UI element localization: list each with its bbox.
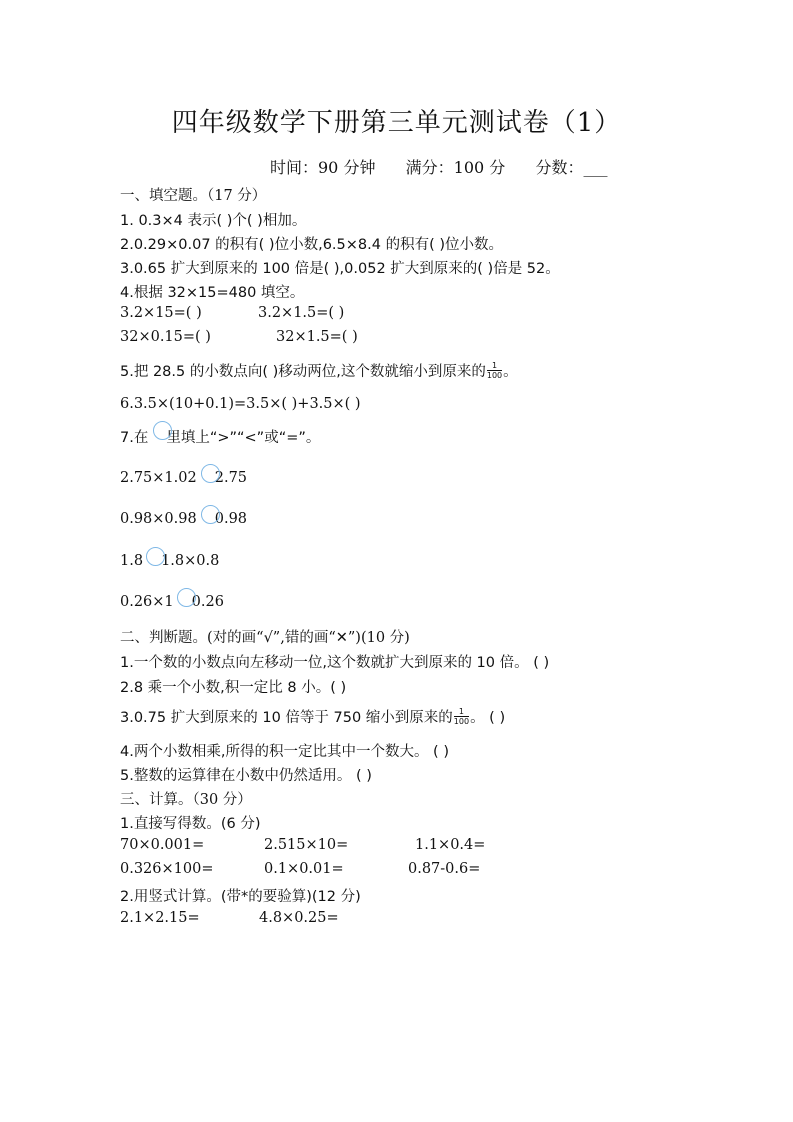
section1-heading: 一、填空题。（17 分） bbox=[120, 188, 267, 204]
compare-1-right: 2.75 bbox=[214, 470, 248, 486]
score-label: 分数： bbox=[535, 158, 584, 177]
calc-1-6: 0.87-0.6= bbox=[408, 861, 481, 877]
fraction-numerator: 1 bbox=[454, 707, 469, 717]
judge-3 bbox=[120, 706, 505, 728]
compare-1 bbox=[120, 470, 247, 486]
fraction-denominator: 100 bbox=[453, 716, 470, 726]
section2-heading: 二、判断题。(对的画“√”,错的画“✕”)(10 分) bbox=[120, 630, 410, 646]
judge-2: 2.8 乘一个小数,积一定比 8 小。( ) bbox=[120, 680, 347, 696]
question-1-4c: 32×0.15=( ) bbox=[120, 329, 211, 345]
question-1-5-end: 。 bbox=[503, 364, 518, 380]
fraction-one-hundredth bbox=[487, 361, 502, 380]
circle-example-icon bbox=[153, 421, 172, 440]
question-1-3: 3.0.65 扩大到原来的 100 倍是( ),0.052 扩大到原来的( )倍是 52。 bbox=[120, 261, 560, 277]
question-1-7 bbox=[120, 426, 320, 447]
question-1-4d: 32×1.5=( ) bbox=[276, 329, 358, 345]
compare-2-left: 0.98×0.98 bbox=[120, 511, 197, 527]
question-1-1: 1. 0.3×4 表示( )个( )相加。 bbox=[120, 213, 307, 229]
compare-1-left: 2.75×1.02 bbox=[120, 470, 197, 486]
question-1-5 bbox=[120, 360, 518, 382]
question-1-4b: 3.2×1.5=( ) bbox=[258, 305, 345, 321]
compare-1-circle[interactable] bbox=[201, 464, 220, 483]
question-1-4: 4.根据 32×15=480 填空。 bbox=[120, 285, 305, 301]
compare-3-left: 1.8 bbox=[120, 553, 144, 569]
fraction-denominator: 100 bbox=[486, 370, 503, 380]
score-blank[interactable]: ___ bbox=[583, 158, 608, 177]
question-1-4a: 3.2×15=( ) bbox=[120, 305, 202, 321]
calc-2-2: 4.8×0.25= bbox=[259, 910, 339, 926]
calc-1-5: 0.1×0.01= bbox=[264, 861, 344, 877]
fraction-one-hundredth-2 bbox=[454, 707, 469, 726]
full-score-info: 满分：100 分 bbox=[405, 158, 506, 177]
calc-1-1: 70×0.001= bbox=[120, 837, 205, 853]
calc-2-1: 2.1×2.15= bbox=[120, 910, 200, 926]
judge-3-end: 。 ( ) bbox=[470, 710, 506, 726]
compare-4-right: 0.26 bbox=[191, 594, 224, 610]
compare-2 bbox=[120, 511, 247, 527]
calc-1-2: 2.515×10= bbox=[264, 837, 349, 853]
calc-1-3: 1.1×0.4= bbox=[415, 837, 486, 853]
question-1-2: 2.0.29×0.07 的积有( )位小数,6.5×8.4 的积有( )位小数。 bbox=[120, 237, 503, 253]
question-1-7-lead: 7.在 bbox=[120, 430, 149, 446]
question-1-7-rest: 里填上“>”“<”或“=”。 bbox=[166, 430, 321, 446]
calc-part-2: 2.用竖式计算。(带*的要验算)(12 分) bbox=[120, 889, 361, 905]
question-1-5-text: 5.把 28.5 的小数点向( )移动两位,这个数就缩小到原来的 bbox=[120, 364, 486, 380]
exam-info bbox=[270, 155, 607, 178]
judge-5: 5.整数的运算律在小数中仍然适用。 ( ) bbox=[120, 768, 372, 784]
calc-part-1: 1.直接写得数。(6 分) bbox=[120, 816, 261, 832]
judge-1: 1.一个数的小数点向左移动一位,这个数就扩大到原来的 10 倍。 ( ) bbox=[120, 655, 550, 671]
compare-3 bbox=[120, 553, 219, 569]
compare-4-left: 0.26×1 bbox=[120, 594, 174, 610]
compare-3-right: 1.8×0.8 bbox=[161, 553, 220, 569]
section3-heading: 三、计算。（30 分） bbox=[120, 792, 252, 808]
compare-2-right: 0.98 bbox=[214, 511, 248, 527]
page-title: 四年级数学下册第三单元测试卷（1） bbox=[171, 108, 622, 138]
compare-2-circle[interactable] bbox=[201, 505, 220, 524]
judge-4: 4.两个小数相乘,所得的积一定比其中一个数大。 ( ) bbox=[120, 744, 449, 760]
time-info: 时间：90 分钟 bbox=[270, 158, 376, 177]
compare-4-circle[interactable] bbox=[177, 588, 196, 607]
question-1-6: 6.3.5×(10+0.1)=3.5×( )+3.5×( ) bbox=[120, 396, 361, 412]
compare-3-circle[interactable] bbox=[146, 547, 165, 566]
calc-1-4: 0.326×100= bbox=[120, 861, 214, 877]
compare-4 bbox=[120, 594, 224, 610]
judge-3-text: 3.0.75 扩大到原来的 10 倍等于 750 缩小到原来的 bbox=[120, 710, 453, 726]
fraction-numerator: 1 bbox=[487, 361, 502, 371]
